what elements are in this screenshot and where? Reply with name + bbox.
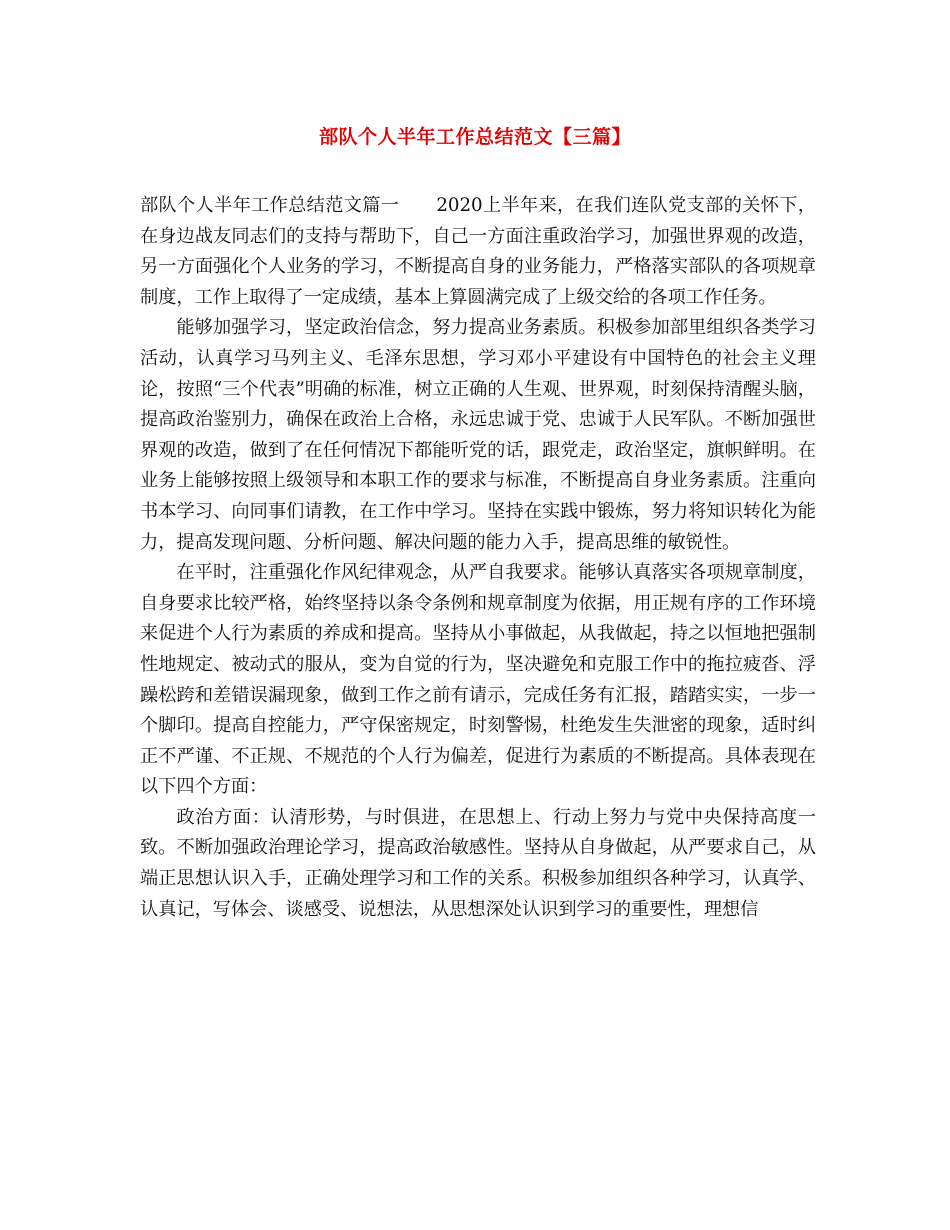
document-body bbox=[140, 191, 816, 925]
paragraph-2: 能够加强学习，坚定政治信念，努力提高业务素质。积极参加部里组织各类学习活动，认真学习马列主义、毛泽东思想，学习邓小平建设有中国特色的社会主义理论，按照“三个代表”明确的标准，树立正确的人生观、世界观，时刻保持清醒头脑，提高政治鉴别力，确保在政治上合格，永远忠诚于党、忠诚于人民军队。不断加强世界观的改造，做到了在任何情况下都能听党的话，跟党走，政治坚定，旗帜鲜明。在业务上能够按照上级领导和本职工作的要求与标准，不断提高自身业务素质。注重向书本学习、向同事们请教，在工作中学习。坚持在实践中锻炼，努力将知识转化为能力，提高发现问题、分析问题、解决问题的能力入手，提高思维的敏锐性。 bbox=[140, 317, 816, 553]
document-title: 部队个人半年工作总结范文【三篇】 bbox=[318, 126, 631, 148]
paragraph-3: 在平时，注重强化作风纪律观念，从严自我要求。能够认真落实各项规章制度，自身要求比较严格，始终坚持以条令条例和规章制度为依据，用正规有序的工作环境来促进个人行为素质的养成和提高。坚持从小事做起，从我做起，持之以恒地把强制性地规定、被动式的服从，变为自觉的行为，坚决避免和克服工作中的拖拉疲沓、浮躁松跨和差错误漏现象，做到工作之前有请示，完成任务有汇报，踏踏实实，一步一个脚印。提高自控能力，严守保密规定，时刻警惕，杜绝发生失泄密的现象，适时纠正不严谨、不正规、不规范的个人行为偏差，促进行为素质的不断提高。具体表现在以下四个方面： bbox=[140, 562, 816, 798]
paragraph-4: 政治方面：认清形势，与时俱进，在思想上、行动上努力与党中央保持高度一致。不断加强政治理论学习，提高政治敏感性。坚持从自身做起，从严要求自己，从端正思想认识入手，正确处理学习和工作的关系。积极参加组织各种学习，认真学、认真记，写体会、谈感受、说想法，从思想深处认识到学习的重要性，理想信 bbox=[140, 806, 816, 920]
paragraph-1: 部队个人半年工作总结范文篇一 2020上半年来，在我们连队党支部的关怀下，在身边战友同志们的支持与帮助下，自己一方面注重政治学习，加强世界观的改造，另一方面强化个人业务的学习，不断提高自身的业务能力，严格落实部队的各项规章制度，工作上取得了一定成绩，基本上算圆满完成了上级交给的各项工作任务。 bbox=[140, 195, 816, 308]
